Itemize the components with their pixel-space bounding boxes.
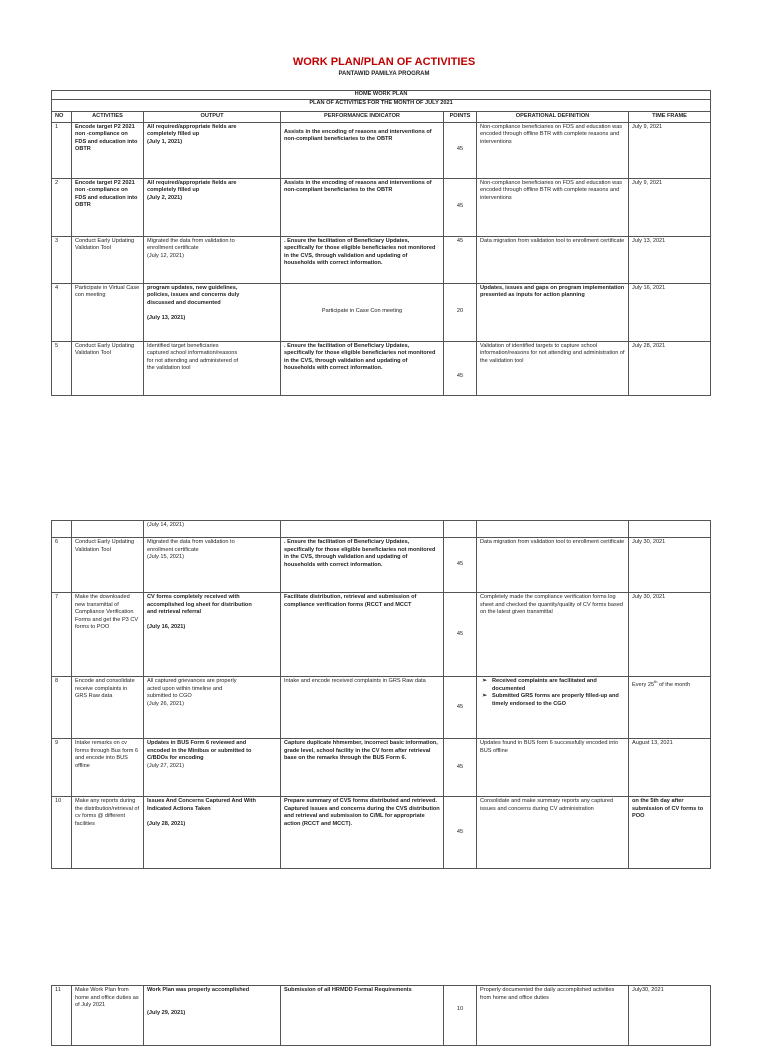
output-line: Migrated the data from validation to (147, 237, 235, 244)
month-title-row (52, 100, 711, 112)
row-no: 2 (52, 178, 72, 236)
table-row (52, 283, 711, 341)
row-output (144, 677, 281, 739)
output-line: completely filled up (147, 131, 200, 138)
row-points: 45 (444, 797, 477, 869)
row-indicator: Facilitate distribution, retrieval and submission of compliance verification forms (RCCT and MCCT (281, 593, 444, 677)
output-line: policies, issues and concerns duly (147, 292, 240, 299)
row-definition: Non-compliance beneficiaries on FDS and education was encoded through offline BTR with complete reasons and interventions (477, 122, 629, 178)
home-work-plan-row (52, 91, 711, 100)
row-definition: Consolidate and make summary reports any captured issues and concerns during CV administration (477, 797, 629, 869)
output-line: (July 2, 2021) (147, 194, 183, 201)
month-title: PLAN OF ACTIVITIES FOR THE MONTH OF JULY 2021 (52, 100, 711, 112)
output-line: Issues And Concerns Captured And With (147, 798, 256, 804)
row-indicator: Capture duplicate hhmember, incorrect basic information, grade level, school facility in the CV form after retrieval base on the remarks through the BUS Form 6. (281, 739, 444, 797)
row-output (144, 341, 281, 395)
row-no: 3 (52, 236, 72, 283)
work-plan-table-page-3 (51, 985, 711, 1046)
row-time-frame: August 13, 2021 (629, 739, 711, 797)
output-line: C/BDOs for encoding (147, 755, 204, 762)
row-time-frame: July 16, 2021 (629, 283, 711, 341)
table-row (52, 986, 711, 1046)
output-line: (July 29, 2021) (147, 1009, 186, 1016)
row-no: 1 (52, 122, 72, 178)
output-line (147, 995, 277, 1003)
output-line: acted upon within timeline and (147, 685, 223, 692)
program-name: PANTAWID PAMILYA PROGRAM (338, 71, 430, 77)
row-definition: Data migration from validation tool to enrollment certificate (477, 236, 629, 283)
col-header-activities: ACTIVITIES (72, 112, 144, 123)
table-row (52, 236, 711, 283)
table-row (52, 593, 711, 677)
row-points: 45 (444, 122, 477, 178)
row-time-frame: July 28, 2021 (629, 341, 711, 395)
row-output (144, 122, 281, 178)
output-line: All required/appropriate fields are (147, 179, 237, 186)
row-activity: Conduct Early Updating Validation Tool (72, 341, 144, 395)
output-line: for not attending and administered of (147, 357, 239, 364)
row-activity: Conduct Early Updating Validation Tool (72, 236, 144, 283)
row-time-frame: July 30, 2021 (629, 593, 711, 677)
output-line: the validation tool (147, 365, 191, 372)
row-definition: Updates, issues and gaps on program implementation presented as inputs for action planning (477, 283, 629, 341)
home-work-plan-label: HOME WORK PLAN (52, 91, 711, 100)
row-points: 45 (444, 236, 477, 283)
row-output (144, 283, 281, 341)
output-line: accomplished log sheet for distribution (147, 601, 252, 608)
output-line: (July 12, 2021) (147, 252, 185, 259)
row-activity: Make Work Plan from home and office duties as of July 2021 (72, 986, 144, 1046)
row-indicator: . Ensure the facilitation of Beneficiary Updates, specifically for those eligible beneficiaries not monitored in the CVS, through validation and updating of households with correct information. (281, 236, 444, 283)
output-line: (July 1, 2021) (147, 138, 183, 145)
row-points: 45 (444, 178, 477, 236)
row-indicator: . Ensure the facilitation of Beneficiary Updates, specifically for those eligible beneficiaries not monitored in the CVS, through validation and updating of households with correct information. (281, 341, 444, 395)
document-title: WORK PLAN/PLAN OF ACTIVITIES (292, 56, 476, 68)
table-row (52, 677, 711, 739)
col-header-performance-indicator: PERFORMANCE INDICATOR (281, 112, 444, 123)
table-row (52, 797, 711, 869)
row-points: 20 (444, 283, 477, 341)
output-line (147, 617, 277, 625)
row-time-frame: July30, 2021 (629, 986, 711, 1046)
row-output (144, 593, 281, 677)
row-time-frame: on the 5th day after submission of CV forms to POO (629, 797, 711, 869)
output-line: Indicated Actions Taken (147, 805, 211, 812)
row-indicator: Participate in Case Con meeting (281, 283, 444, 341)
row-activity: Encode target P2 2021 non -compliance on FDS and education into OBTR (72, 178, 144, 236)
output-line: discussed and documented (147, 299, 221, 306)
row-output (144, 236, 281, 283)
row-output (144, 538, 281, 593)
row-no: 11 (52, 986, 72, 1046)
table-row (52, 739, 711, 797)
row-activity: Conduct Early Updating Validation Tool (72, 538, 144, 593)
carryover-date: (July 14, 2021) (144, 521, 281, 538)
output-line: All captured grievances are properly (147, 678, 237, 684)
row-no: 4 (52, 283, 72, 341)
col-header-points: POINTS (444, 112, 477, 123)
col-header-no: NO (52, 112, 72, 123)
output-line: enrollment certificate (147, 245, 199, 252)
output-line: Work Plan was properly accomplished (147, 987, 250, 993)
col-header-output: OUTPUT (144, 112, 281, 123)
row-no: 10 (52, 797, 72, 869)
table-row (52, 341, 711, 395)
definition-bullet: ➢ Submitted GRS forms are properly filled-up and timely endorsed to the CGO (492, 693, 625, 708)
row-output (144, 739, 281, 797)
row-time-frame: July 9, 2021 (629, 178, 711, 236)
row-no: 5 (52, 341, 72, 395)
row-definition: Completely made the compliance verification forms log sheet and checked the quantity/quality of CV forms based on the latest given transmittal (477, 593, 629, 677)
table-row-carryover (52, 521, 711, 538)
row-time-frame: July 13, 2021 (629, 236, 711, 283)
output-line: (July 13, 2021) (147, 314, 186, 321)
output-line: enrollment certificate (147, 546, 199, 553)
row-activity: Encode target P2 2021 non -compliance on FDS and education into OBTR (72, 122, 144, 178)
col-header-time-frame: TIME FRAME (629, 112, 711, 123)
row-activity: Make any reports during the distribution/retrieval of cv forms @ different facilities (72, 797, 144, 869)
row-indicator: Intake and encode received complaints in GRS Raw data (281, 677, 444, 739)
output-line (147, 1002, 277, 1010)
row-activity: Participate in Virtual Case con meeting (72, 283, 144, 341)
row-points: 45 (444, 593, 477, 677)
output-line: CV forms completely received with (147, 594, 240, 600)
work-plan-table-page-1 (51, 90, 711, 396)
row-activity: Intake remarks on cv forms through Bus form 6 and encode into BUS offline (72, 739, 144, 797)
output-line: completely filled up (147, 187, 200, 194)
row-no: 7 (52, 593, 72, 677)
time-frame-ordinal: th (654, 679, 658, 684)
row-output (144, 797, 281, 869)
row-indicator: . Ensure the facilitation of Beneficiary Updates, specifically for those eligible beneficiaries not monitored in the CVS, through validation and updating of households with correct information. (281, 538, 444, 593)
output-line: All required/appropriate fields are (147, 123, 237, 130)
row-time-frame: July 30, 2021 (629, 538, 711, 593)
row-output (144, 986, 281, 1046)
row-points: 45 (444, 538, 477, 593)
row-indicator: Prepare summary of CVS forms distributed and retrieved. Captured issues and concerns during the CVS distribution and retrieval and submission to C/ML for appropriate action (RCCT and MCCT). (281, 797, 444, 869)
row-indicator: Submission of all HRMDD Formal Requirements (281, 986, 444, 1046)
time-frame-main: Every 25 (632, 681, 655, 688)
header-row (52, 112, 711, 123)
row-activity: Make the downloaded new transmittal of Compliance Verification Forms and get the P3 CV forms to POO (72, 593, 144, 677)
row-points: 45 (444, 677, 477, 739)
output-line: (July 15, 2021) (147, 554, 185, 561)
output-line: (July 28, 2021) (147, 820, 186, 827)
output-line: captured school information/reasons (147, 350, 238, 357)
output-line: submitted to CGO (147, 693, 192, 700)
table-row (52, 178, 711, 236)
table-row (52, 538, 711, 593)
output-line (147, 307, 277, 315)
row-definition: Validation of identified targets to capture school information/reasons for not attending and administration of the validation tool (477, 341, 629, 395)
col-header-operational-definition: OPERATIONAL DEFINITION (477, 112, 629, 123)
work-plan-table-page-2 (51, 520, 711, 869)
row-no: 9 (52, 739, 72, 797)
time-frame-rest: of the month (657, 681, 691, 688)
definition-bullet: ➢ Received complaints are facilitated and documented (492, 678, 625, 693)
row-definition (477, 677, 629, 739)
output-line: (July 16, 2021) (147, 624, 186, 631)
row-definition: Updates found in BUS form 6 successfully encoded into BUS offline (477, 739, 629, 797)
row-definition: Properly documented the daily accomplished activities from home and office duties (477, 986, 629, 1046)
row-output (144, 178, 281, 236)
output-line: (July 26, 2021) (147, 700, 185, 707)
row-activity: Encode and consolidate receive complaints in GRS Raw data (72, 677, 144, 739)
table-row (52, 122, 711, 178)
row-no: 6 (52, 538, 72, 593)
row-points: 10 (444, 986, 477, 1046)
row-definition: Data migration from validation tool to enrollment certificate (477, 538, 629, 593)
row-indicator: Assists in the encoding of reasons and interventions of non-compliant beneficiaries to the OBTR (281, 122, 444, 178)
output-line: (July 27, 2021) (147, 762, 185, 769)
output-line: encoded in the Minibus or submitted to (147, 747, 252, 754)
row-definition: Non-compliance beneficiaries on FDS and education was encoded through offline BTR with complete reasons and interventions (477, 178, 629, 236)
output-line (147, 813, 277, 821)
row-time-frame (629, 677, 711, 739)
output-line: Migrated the data from validation to (147, 539, 235, 545)
output-line: Updates in BUS Form 6 reviewed and (147, 740, 247, 746)
row-points: 45 (444, 341, 477, 395)
output-line: and retrieval referral (147, 609, 202, 616)
output-line: program updates, new guidelines, (147, 284, 238, 291)
row-indicator: Assists in the encoding of reasons and interventions of non-compliant beneficiaries to the OBTR (281, 178, 444, 236)
row-no: 8 (52, 677, 72, 739)
row-points: 45 (444, 739, 477, 797)
definition-bullet-list (480, 678, 625, 708)
output-line: Identified target beneficiaries (147, 342, 219, 349)
row-time-frame: July 9, 2021 (629, 122, 711, 178)
